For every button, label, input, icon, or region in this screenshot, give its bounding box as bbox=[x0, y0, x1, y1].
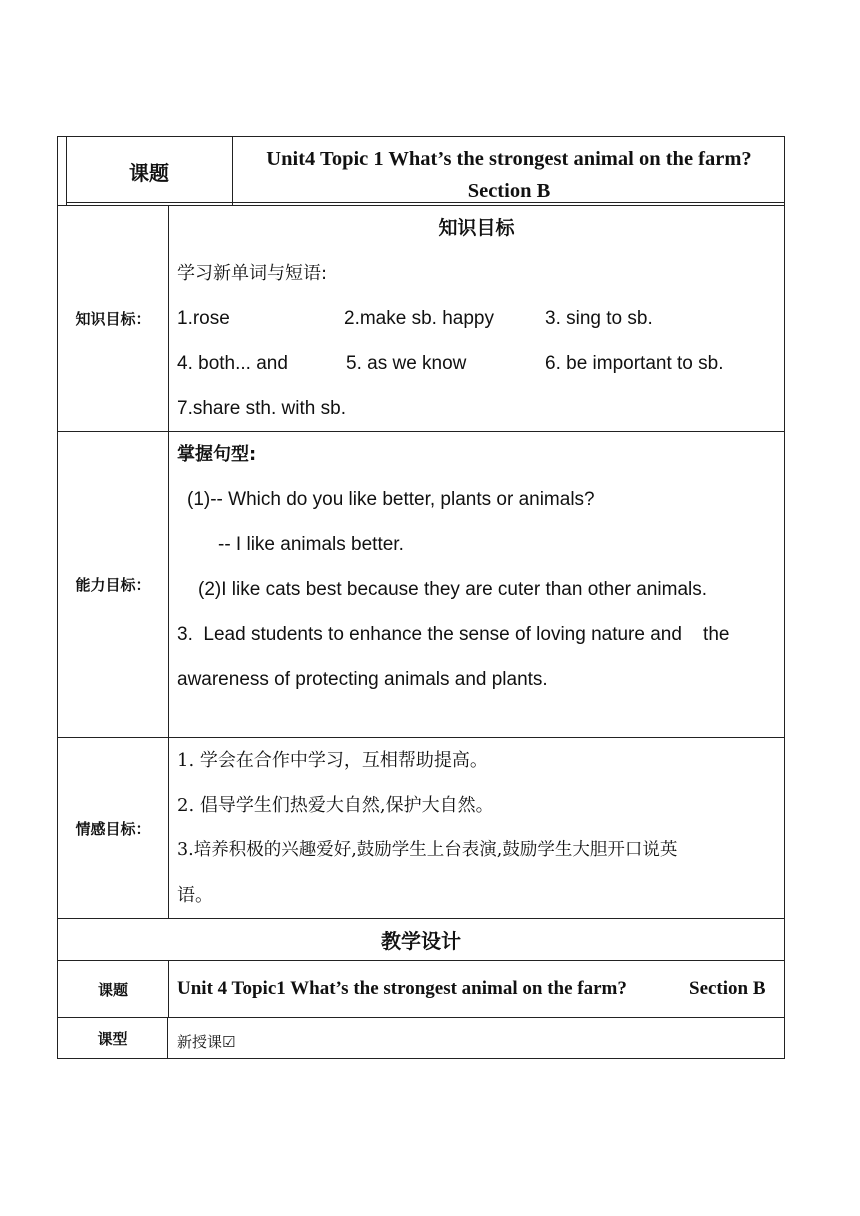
header-row bbox=[57, 136, 785, 206]
emotion-line: 2. 倡导学生们热爱大自然,保护大自然。 bbox=[177, 795, 494, 816]
lesson-title-line1: Unit4 Topic 1 What’s the strongest animal on the farm? bbox=[266, 148, 752, 170]
emotion-row bbox=[57, 738, 785, 919]
emotion-line: 1. 学会在合作中学习，互相帮助提高。 bbox=[177, 750, 488, 771]
knowledge-item: 4. both... and bbox=[177, 353, 288, 374]
emotion-line: 3.培养积极的兴趣爱好,鼓励学生上台表演,鼓励学生大胆开口说英 bbox=[177, 840, 678, 860]
checkbox-checked-icon: ☑ bbox=[222, 1033, 236, 1051]
knowledge-item: 5. as we know bbox=[346, 353, 467, 374]
sentence-line: -- I like animals better. bbox=[218, 534, 404, 555]
knowledge-item: 7.share sth. with sb. bbox=[177, 398, 346, 419]
lesson-title bbox=[234, 143, 784, 207]
emotion-label: 情感目标： bbox=[58, 738, 169, 918]
sentence-line: (2)I like cats best because they are cuter than other animals. bbox=[198, 579, 708, 600]
ability-row bbox=[57, 432, 785, 738]
knowledge-items-row1 bbox=[177, 296, 776, 341]
design-type-row bbox=[57, 1018, 785, 1059]
knowledge-item: 6. be important to sb. bbox=[545, 353, 724, 374]
knowledge-label: 知识目标： bbox=[58, 206, 169, 431]
lesson-title-line2: Section B bbox=[467, 180, 551, 202]
ability-content bbox=[169, 432, 784, 702]
knowledge-item: 2.make sb. happy bbox=[344, 308, 494, 329]
design-topic-content bbox=[169, 961, 784, 1017]
design-type-value-wrap bbox=[177, 1031, 235, 1052]
ability-label: 能力目标： bbox=[58, 432, 169, 737]
knowledge-items-row3 bbox=[177, 386, 776, 431]
design-topic-label: 课题 bbox=[58, 961, 169, 1017]
design-topic-value: Unit 4 Topic1 What’s the strongest animal on the farm? bbox=[177, 978, 627, 999]
sentence-line: 3. Lead students to enhance the sense of loving nature and the bbox=[177, 624, 730, 645]
ability-heading: 掌握句型: bbox=[177, 444, 257, 465]
knowledge-item: 3. sing to sb. bbox=[545, 308, 653, 329]
knowledge-item: 1.rose bbox=[177, 308, 230, 329]
design-heading: 教学设计 bbox=[57, 919, 785, 961]
sentence-line: awareness of protecting animals and plants. bbox=[177, 669, 548, 690]
lesson-plan-table bbox=[57, 136, 785, 1059]
design-type-content bbox=[169, 1018, 784, 1058]
design-type-value: 新授课 bbox=[177, 1033, 223, 1051]
design-type-label: 课型 bbox=[58, 1018, 168, 1058]
knowledge-intro: 学习新单词与短语: bbox=[177, 263, 328, 284]
design-topic-row bbox=[57, 961, 785, 1018]
knowledge-content bbox=[169, 206, 784, 431]
knowledge-row bbox=[57, 206, 785, 432]
knowledge-items-row2 bbox=[177, 341, 776, 386]
emotion-line: 语。 bbox=[177, 885, 213, 906]
knowledge-heading: 知识目标 bbox=[438, 217, 515, 239]
header-label: 课题 bbox=[66, 137, 233, 205]
sentence-line: (1)-- Which do you like better, plants or animals? bbox=[187, 489, 595, 510]
emotion-content bbox=[169, 738, 784, 918]
design-topic-section: Section B bbox=[689, 978, 766, 999]
